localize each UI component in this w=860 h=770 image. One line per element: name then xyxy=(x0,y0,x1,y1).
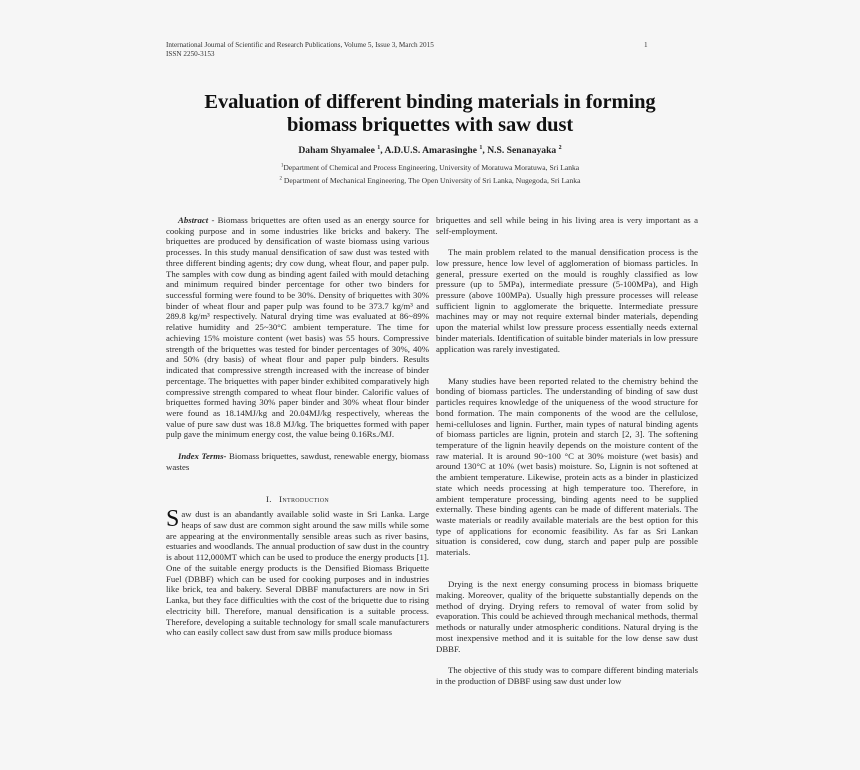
paper-title xyxy=(160,91,700,137)
affiliation-1-text: Department of Chemical and Process Engineering, University of Moratuwa Moratuwa, Sri Lanka xyxy=(283,163,580,172)
paragraph-pressure: The main problem related to the manual densification process is the low pressure, hence low level of agglomeration of biomass particles. In general, pressure exerted on the mould is roughly classified as low pressure (up to 5MPa), intermediate pressure (5-100MPa), and High pressure (above 100MPa). Usually high pressure processes will release sufficient lignin to agglomerate the briquette. Intermediate pressure machines may or may not require external binder materials, depending upon the material whilst low pressure process essentially needs external binder materials. Identification of suitable binder materials in low pressure application was rarely investigated. xyxy=(436,247,698,354)
affiliation-1-mark: 1 xyxy=(280,163,284,169)
title-line-1: Evaluation of different binding materials in forming xyxy=(204,91,656,113)
author-2: , A.D.U.S. Amarasinghe xyxy=(380,145,480,157)
page-number: 1 xyxy=(644,41,648,49)
index-terms xyxy=(166,451,429,472)
author-1-affiliation-mark: 1 xyxy=(377,145,381,151)
author-3-affiliation-mark: 2 xyxy=(558,145,562,151)
section-number: I. xyxy=(265,493,272,504)
affiliation-2 xyxy=(160,176,700,185)
abstract-label: Abstract xyxy=(178,215,209,225)
title-line-2: biomass briquettes with saw dust xyxy=(286,114,574,136)
author-2-affiliation-mark: 1 xyxy=(479,145,483,151)
index-terms-label: Index Terms- xyxy=(178,450,227,461)
paragraph-objective: The objective of this study was to compare different binding materials in the production of DBBF using saw dust under low xyxy=(436,665,698,686)
affiliation-2-text: Department of Mechanical Engineering, The Open University of Sri Lanka, Nugegoda, Sri Lanka xyxy=(282,176,581,185)
author-3: , N.S. Senanayaka xyxy=(482,145,559,157)
affiliation-1 xyxy=(160,163,700,172)
index-terms-text: Biomass briquettes, sawdust, renewable energy, biomass wastes xyxy=(166,450,429,472)
drop-cap: S xyxy=(166,506,180,533)
paragraph-drying: Drying is the next energy consuming process in biomass briquette making. Moreover, quality of the briquette substantially depends on the method of drying. Drying refers to removal of water from solid by evaporation. This could be achieved through mechanical methods, thermal methods or naturally under atmospheric conditions. Natural drying is the most inexpensive method and it is suitable for the low dense saw dust DBBF. xyxy=(436,579,698,654)
author-list xyxy=(160,145,700,156)
journal-citation: International Journal of Scientific and Research Publications, Volume 5, Issue 3, March 2015 xyxy=(166,41,434,49)
running-header xyxy=(166,41,434,59)
abstract xyxy=(166,215,429,440)
paragraph-binding-chemistry: Many studies have been reported related to the chemistry behind the bonding of biomass particles. The understanding of binding of saw dust particles requires knowledge of the uniqueness of the wood structure for bond formation. The main components of the wood are the cellulose, hemi-celluloses and lignin. Further, main types of natural binding agents of biomass particles are lignin, protein and starch [2, 3]. The softening temperature of the lignin heavily depends on the moisture content of the raw material. It is around 90~100 °C at 30% moisture (wet basis) and around 130°C at 10% (wet basis) moisture. So, Lignin is not softened at the ambient temperature. Likewise, protein acts as a binder in plasticized state which needs processing at high temperature too. Therefore, in ambient temperature processing, binding agents need to be supplied externally. These binding agents can be made of different materials. The waste materials or readily available materials are the best option for this type of applications for economic feasibility. As far as Sri Lankan situation is considered, cow dung, starch and paper pulp are possible materials. xyxy=(436,375,698,558)
affiliation-2-mark: 2 xyxy=(279,176,283,182)
issn: ISSN 2250-3153 xyxy=(166,50,215,58)
abstract-text: - Biomass briquettes are often used as an energy source for cooking purpose and in some industries like bricks and bakery. The briquettes are produced by densification of waste biomass using various processes. In this study manual densification of saw dust was tested with three different binding agents; dry cow dung, wheat flour, and paper pulp. The samples with cow dung as binding agent failed with mould detaching and minimum required binder percentage for other two binders for successful forming were found to be 30%. Density of briquettes with 30% binder of wheat flour and paper pulp was found to be 373.7 kg/m³ and 289.8 kg/m³ respectively. Natural drying time was evaluated at 86~89% relative humidity and 25~30°C ambient temperature. The time for achieving 15% moisture content (wet basis) was 55 hours. Compressive strength of the briquettes was tested for binder percentages of 30%, 40% and 50% (dry basis) of wheat flour and paper pulp binders. Results indicated that compressive strength increased with the increase of binder percentage. The briquettes with paper binder exhibited comparatively high compressive strength compared to wheat flour binder. Calorific values of briquettes formed having 30% paper binder and 30% wheat flour binder were found as 18.14MJ/kg and 20.04MJ/kg respectively, whereas the value of pure saw dust was 18.8 MJ/kg. The briquettes formed with paper pulp gave the minimum energy cost, the value being 0.16Rs./MJ. xyxy=(166,215,429,440)
continued-paragraph: briquettes and sell while being in his living area is very important as a self-employment. xyxy=(436,215,698,236)
left-column xyxy=(166,215,429,638)
section-heading-introduction xyxy=(166,494,429,505)
author-1: Daham Shyamalee xyxy=(298,145,378,157)
section-title: Introduction xyxy=(279,493,329,504)
introduction-text: aw dust is an abandantly available solid waste in Sri Lanka. Large heaps of saw dust are common sight around the saw mills while some are appearing at the environmentally sensible areas such as river basins, estuaries and woodlands. The annual production of saw dust in the country is about 112,000MT which can be used to produce the energy products [1]. One of the suitable energy products is the Densified Biomass Briquette Fuel (DBBF) which can be used for cooking purposes and in industries like brick, tea and bakery. Several DBBF manufacturers are now in Sri Lanka, but they face difficulties with the cost of the briquette due to rising electricity bill. Therefore, manual densification is a suitable process. Therefore, developing a suitable technology for small scale manufacturers who can easily collect saw dust from saw mills produce biomass xyxy=(166,509,429,638)
introduction-paragraph xyxy=(166,506,429,638)
right-column xyxy=(436,215,698,686)
